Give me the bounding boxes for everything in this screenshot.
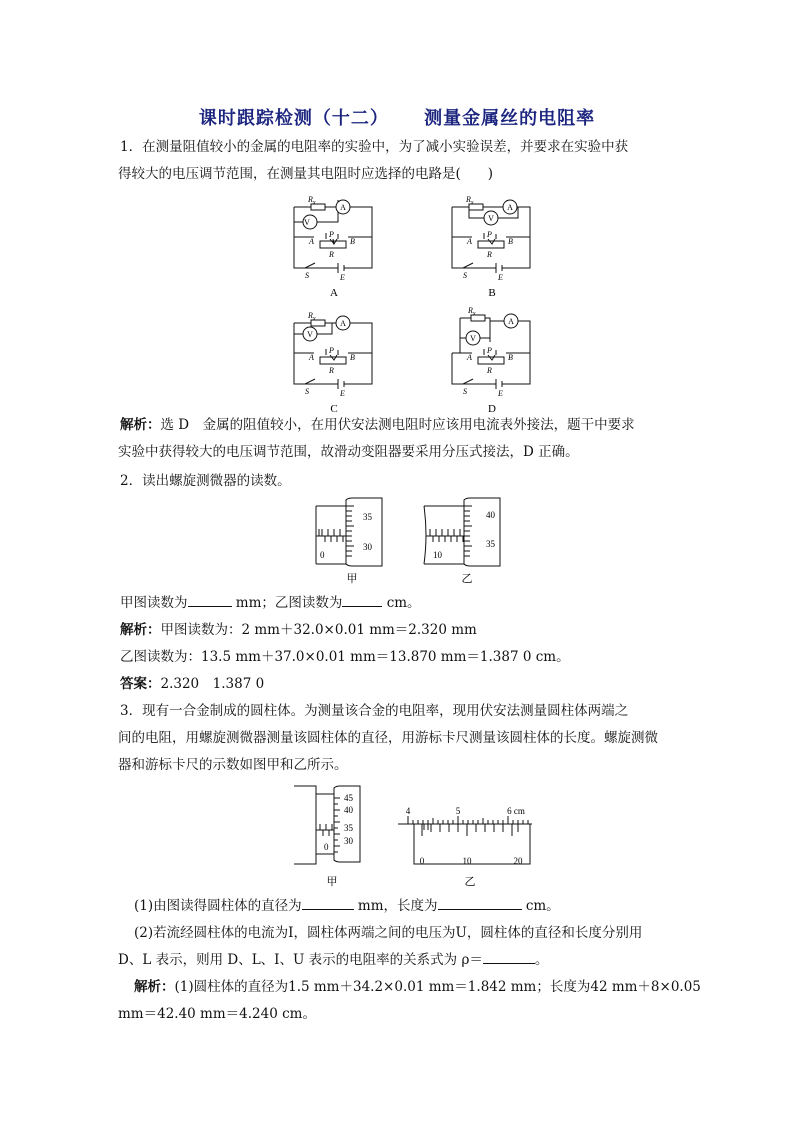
rx-subscript: x [470,200,474,206]
circuit-a [288,190,388,302]
q2-solution-text1: 甲图读数为：2 mm＋32.0×0.01 mm＝2.320 mm [160,622,477,638]
q2-line1: 2．读出螺旋测微器的读数。 [120,473,291,489]
r-label: R [329,366,334,375]
blank-suffix: cm。 [382,595,421,611]
main-scale-label: 10 [433,550,442,560]
ammeter-label: A [340,319,346,328]
solution-label: 解析： [120,417,161,433]
main-scale-label: 5 [455,806,461,816]
p-label: P [329,230,334,239]
scale-label: 35 [486,539,495,549]
q3-line1: 3．现有一合金制成的圆柱体。为测量该合金的电阻率，现用伏安法测量圆柱体两端之 [120,703,629,719]
q3-solution-line1 [134,974,701,1001]
micrometer-jia [312,496,392,586]
q3-line2: 间的电阻，用螺旋测微器测量该圆柱体的直径，用游标卡尺测量该圆柱体的长度。螺旋测微 [118,730,658,746]
main-scale-label: 4 [405,806,411,816]
part2-prefix: D、L 表示，则用 D、L、I、U 表示的电阻率的关系式为 ρ＝ [118,952,483,968]
circuit-c [288,306,388,418]
option-d-label: D [488,403,496,415]
switch-label: S [463,271,467,280]
scale-label: 45 [344,793,353,803]
part1-middle: mm，长度为 [353,898,438,914]
switch-label: S [305,271,309,280]
q1-solution-text1: 选 D 金属的阻值较小，在用伏安法测电阻时应该用电流表外接法，题干中要求 [160,417,635,433]
p-label: P [329,346,334,355]
part1-suffix: cm。 [521,898,560,914]
b-terminal-label: B [350,237,355,246]
rx-label: $R_x$ [466,195,474,206]
q1-solution-line2: 实验中获得较大的电压调节范围，故滑动变阻器要采用分压式接法，D 正确。 [118,444,579,460]
q3-line3: 器和游标卡尺的示数如图甲和乙所示。 [118,757,348,773]
r-label: R [329,250,334,259]
page-title [0,104,794,130]
battery-label: E [498,273,503,282]
scale-label: 30 [344,836,353,846]
ammeter-label: A [507,203,513,212]
caption-yi: 乙 [461,573,473,585]
rx-label: $R_x$ [308,195,316,206]
micrometer-q3-jia [294,782,364,890]
answer-blank[interactable] [438,895,522,910]
voltmeter-label: V [470,334,476,343]
solution-label: 解析： [134,979,175,995]
answer-blank[interactable] [342,592,382,607]
scale-label: 30 [363,542,372,552]
rx-label: $R_x$ [308,311,316,322]
q3-part1 [134,893,694,920]
vernier-scale-label: 20 [513,856,523,866]
scale-label: 35 [363,512,372,522]
q2-solution-line2: 乙图读数为：13.5 mm＋37.0×0.01 mm＝13.870 mm＝1.387 0 cm。 [120,649,570,665]
q3-solution-line2: mm＝42.40 mm＝4.240 cm。 [118,1006,316,1022]
q2-answer-line [120,671,680,698]
title-main: 课时跟踪检测（十二） [198,108,389,129]
p-label: P [487,230,492,239]
q3-part2-line1: (2)若流经圆柱体的电流为I，圆柱体两端之间的电压为U，圆柱体的直径和长度分别用 [134,925,643,941]
answer-blank[interactable] [188,592,232,607]
solution-label: 解析： [120,622,161,638]
answer-blank[interactable] [483,949,535,964]
vernier-scale-label: 0 [419,856,425,866]
rx-label: $R_x$ [468,306,476,317]
title-sub: 测量金属丝的电阻率 [424,108,596,129]
q2-solution-line1 [120,617,680,644]
q1-line2: 得较大的电压调节范围，在测量其电阻时应选择的电路是( ) [118,166,494,182]
scale-label: 40 [486,510,495,520]
voltmeter-label: V [488,214,494,223]
circuit-b [446,190,546,302]
rx-subscript: x [312,316,316,322]
q1-line1: 1．在测量阻值较小的金属的电阻率的实验中，为了减小实验误差，并要求在实验中获 [120,139,629,155]
voltmeter-label: V [304,218,310,227]
caption-jia: 甲 [346,573,358,585]
switch-label: S [463,387,467,396]
ammeter-label: A [508,317,514,326]
a-terminal-label: A [467,237,472,246]
a-terminal-label: A [309,353,314,362]
option-b-label: B [488,287,496,299]
circuit-d [446,306,546,418]
option-a-label: A [330,287,338,299]
option-c-label: C [330,403,338,415]
part1-prefix: (1)由图读得圆柱体的直径为 [134,898,302,914]
b-terminal-label: B [350,353,355,362]
b-terminal-label: B [508,353,513,362]
answer-label: 答案： [120,676,161,692]
b-terminal-label: B [508,237,513,246]
blank-prefix: 甲图读数为 [120,595,188,611]
q3-solution-text1: (1)圆柱体的直径为1.5 mm＋34.2×0.01 mm＝1.842 mm；长度为42 mm＋8×0.05 [174,979,701,995]
main-scale-label: 0 [324,842,329,852]
part2-suffix: 。 [534,952,549,968]
q2-blank-line [120,590,680,617]
voltmeter-label: V [307,330,313,339]
a-terminal-label: A [309,237,314,246]
scale-label: 35 [344,823,353,833]
switch-label: S [305,387,309,396]
r-label: R [487,366,492,375]
r-label: R [487,250,492,259]
blank-middle: mm；乙图读数为 [231,595,343,611]
answer-blank[interactable] [302,895,354,910]
main-scale-label: 0 [320,550,325,560]
rx-subscript: x [472,311,476,317]
q3-part2-line2 [118,947,678,974]
rx-subscript: x [312,200,316,206]
caption-yi: 乙 [464,876,476,888]
main-scale-label: 6 cm [507,806,525,816]
scale-label: 40 [344,805,353,815]
micrometer-yi [420,496,512,586]
p-label: P [487,346,492,355]
caption-jia: 甲 [326,876,338,888]
battery-label: E [340,389,345,398]
ammeter-label: A [340,203,346,212]
vernier-scale-label: 10 [462,856,472,866]
battery-label: E [498,389,503,398]
q1-solution-line1 [120,412,680,439]
vernier-caliper-q3-yi [398,802,534,890]
a-terminal-label: A [467,353,472,362]
battery-label: E [340,273,345,282]
answer-text: 2.320 1.387 0 [160,676,265,692]
